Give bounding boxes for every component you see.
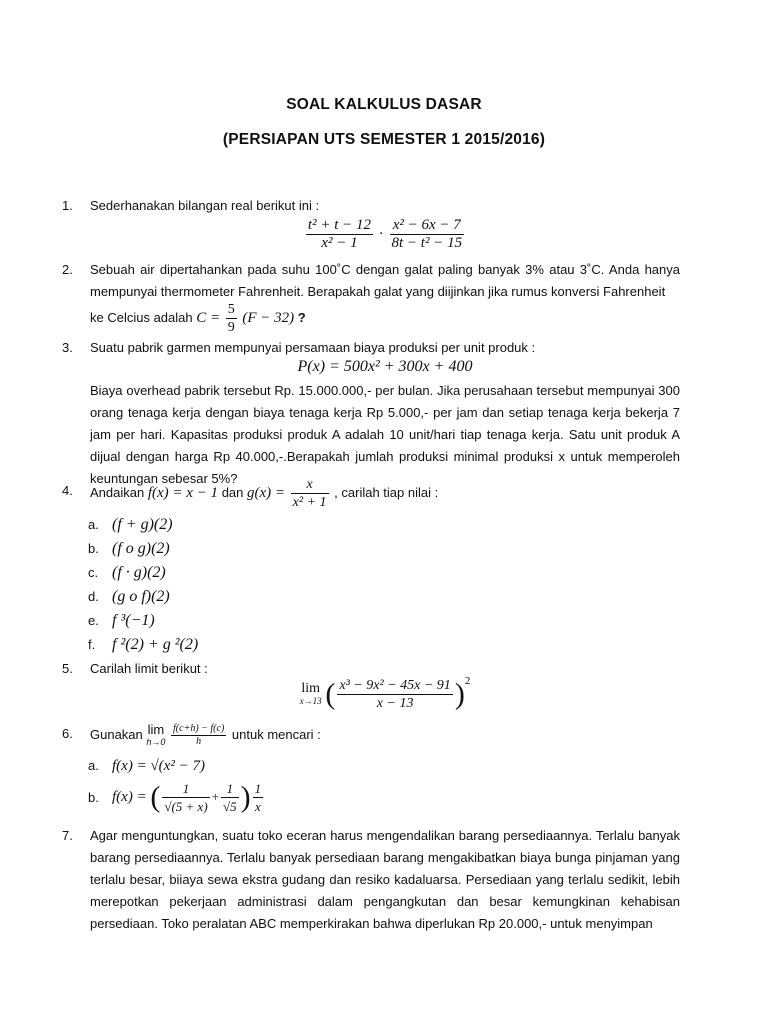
q3-formula: P(x) = 500x² + 300x + 400 [297,358,473,375]
question-number: 1. [62,198,73,213]
q4-item-a: a. (f + g)(2) [88,516,173,533]
question-4: 4. Andaikan f(x) = x − 1 dan g(x) = $\frac{x}{\text{x² + 1}}$ , carilah tiap nilai : [62,477,439,510]
question-number: 7. [62,828,73,843]
question-number: 3. [62,340,73,355]
question-2 [62,259,680,303]
q4-item-e: e. f ³(−1) [88,612,155,629]
q1-fraction-2: $\frac{\text{x² − 6x − 7}}{\text{8t − t² − 15}}$ [391,217,463,251]
question-text: Sederhanakan bilangan real berikut ini : [90,198,320,213]
q4-item-f: f. f ²(2) + g ²(2) [88,636,199,653]
doc-subtitle: (PERSIAPAN UTS SEMESTER 1 2015/2016) [222,131,546,148]
q4-item-b: b. (f o g)(2) [88,540,170,557]
q6-derivative-fraction: $\frac{f(c+h) - f(c)}{h}$ [173,723,225,747]
q3-body: Biaya overhead pabrik tersebut Rp. 15.000.000,- per bulan. Jika perusahaan tersebut mempunyai 300 orang tenaga kerja dengan biaya tenaga kerja Rp 5.000,- per jam dan setiap tenaga kerja bekerja 7 jam per hari. Kapasitas produksi produk A adalah 10 unit/hari tiap tenaga kerja. Satu unit produk A dijual dengan harga Rp 40.000,-.Berapakah jumlah produksi minimal produksi x untuk memperoleh keuntungan sebesar 5%? [90,383,680,486]
question-1 [62,195,680,217]
q6b-fraction-1: $\frac{1}{√(5 + x)}$ [164,781,208,814]
q6-item-b: b. f(x) = ( $\frac{1}{√(5 + x)}$ + $\frac{1}{√5}$ ) $\frac{1}{x}$ [88,780,262,814]
question-number: 2. [62,262,73,277]
question-text: Suatu pabrik garmen mempunyai persamaan biaya produksi per unit produk : [90,340,536,355]
q5-fraction: $\frac{\text{x³ − 9x² − 45x − 91}}{x - 13}$ [339,678,451,711]
limit-operator: lim x→13 [299,680,322,706]
q1-formula: $\frac{\text{t² + t − 12}}{\text{x² − 1}}$ · $\frac{\text{x² − 6x − 7}}{\text{8t − t² − 15}}$ [307,217,463,251]
q5-formula: lim x→13 ( $\frac{\text{x³ − 9x² − 45x − 91}}{x - 13}$ )$^2$ [299,674,471,711]
question-text: Sebuah air dipertahankan pada suhu 100˚C dengan galat paling banyak 3% atau 3˚C. Anda hanya mempunyai thermometer Fahrenheit. Berapakah galat yang diijinkan jika rumus konversi Fahrenheit [90,262,680,299]
question-7 [62,825,680,935]
q4-item-d: d. (g o f)(2) [88,588,170,605]
limit-operator: lim h→0 [146,721,166,747]
question-text: Agar menguntungkan, suatu toko eceran harus mengendalikan barang persediaannya. Terlalu banyak barang persediaannya. Terlalu banyak persediaan barang mengakibatkan biaya bunga pinjaman yang terlalu besar, biiaya sewa ekstra gudang dan resiko kadaluarsa. Persediaan yang terlalu sedikit, lebih merepotkan pekerjaan administrasi dalam pengangkutan dan besar kemungkinan kehabisan persediaan. Toko peralatan ABC memperkirakan bahwa diperlukan Rp 20.000,- untuk menyimpan [90,828,680,931]
doc-title: SOAL KALKULUS DASAR [286,96,482,113]
q6b-fraction-2: $\frac{1}{√5}$ [223,781,237,814]
question-text: Carilah limit berikut : [90,661,208,676]
q2-formula-line: ke Celcius adalah C = $\frac{5}{9}$ (F − 32) ? [90,302,306,335]
q1-fraction-1: $\frac{\text{t² + t − 12}}{\text{x² − 1}}$ [307,217,371,251]
question-number: 5. [62,661,73,676]
question-number: 6. [62,726,73,741]
q4-g-fraction: $\frac{x}{\text{x² + 1}}$ [292,477,327,510]
q4-item-c: c. (f · g)(2) [88,564,166,581]
question-number: 4. [62,483,73,498]
q2-fraction: $\frac{5}{9}$ [227,302,235,335]
q6b-fraction-3: $\frac{1}{x}$ [254,781,262,814]
q6-item-a: a. f(x) = √(x² − 7) [88,758,205,774]
question-6: 6. Gunakan lim h→0 $\frac{f(c+h) - f(c)}{h}$ untuk mencari : [62,721,321,747]
